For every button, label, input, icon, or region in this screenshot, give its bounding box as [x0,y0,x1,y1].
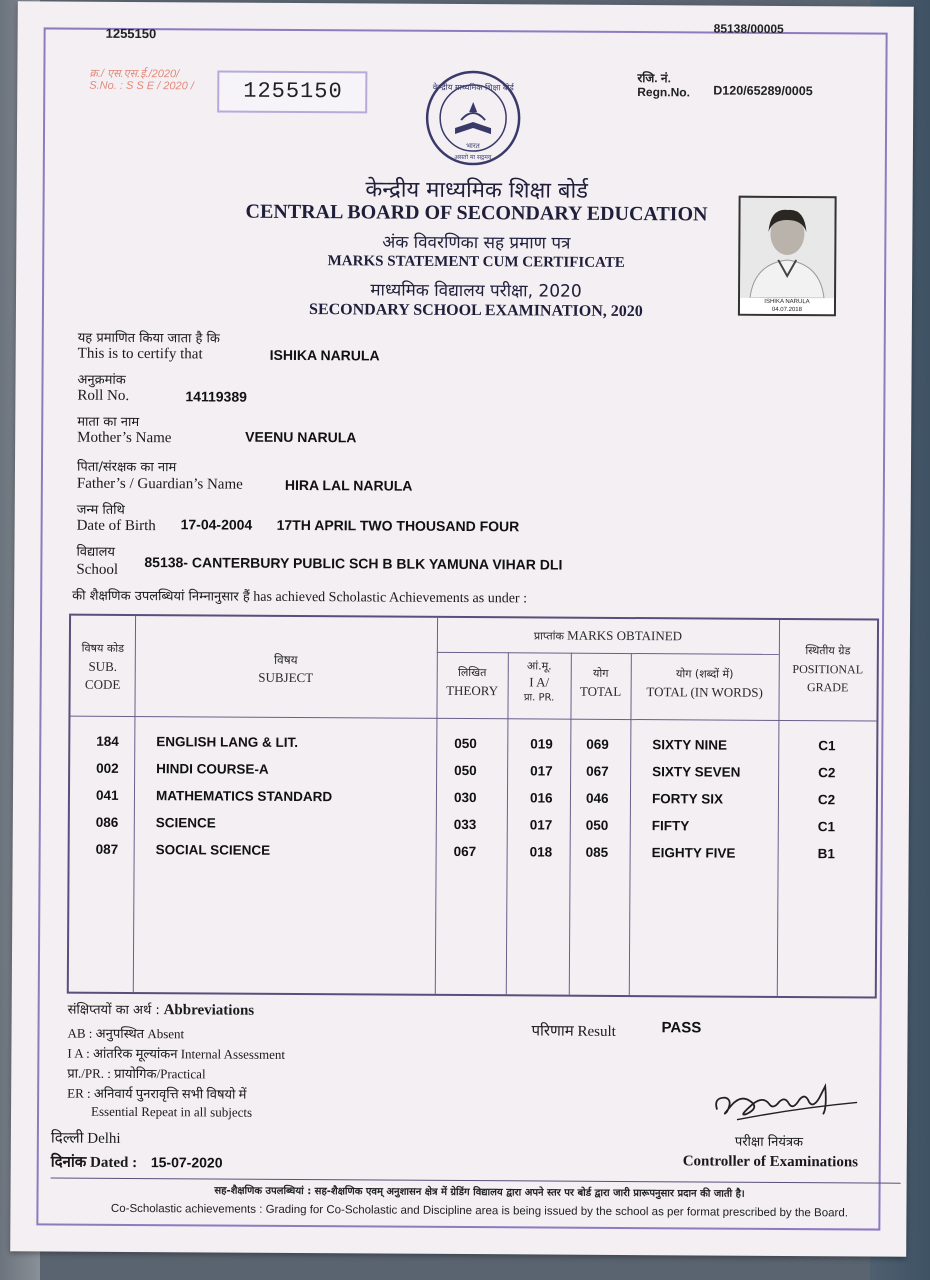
header-subject [135,650,437,688]
student-photo-image [740,198,835,299]
result-value: PASS [661,1019,702,1037]
header-total-hindi: योग [592,666,609,680]
table-row [70,815,876,840]
photo-caption-date: 04.07.2018 [771,306,802,314]
co-scholastic-note [58,1182,900,1223]
result-label: परिणाम Result [531,1023,616,1040]
student-photo [738,196,837,317]
cell-grade: C1 [817,819,836,835]
cell-theory: 067 [453,843,477,860]
cell-grade: B1 [817,846,835,862]
abbreviations-hindi: संक्षिप्तयों का अर्थ : [67,1002,160,1019]
cell-words: SIXTY SEVEN [652,764,741,780]
exam-title-hindi: माध्यमिक विद्यालय परीक्षा, 2020 [370,280,582,302]
header-grade-hindi: स्थितीय ग्रेड [805,644,851,658]
school-label-hindi: विद्यालय [76,544,116,560]
cbse-logo-icon [421,68,526,169]
cell-ia: 017 [530,763,553,779]
cell-code: 087 [95,841,119,857]
top-code-left: 1255150 [105,25,157,42]
controller-hindi: परीक्षा नियंत्रक [734,1134,804,1151]
table-row [70,761,876,786]
cell-grade: C2 [817,792,836,808]
header-theory-english: THEORY [446,682,499,699]
dated-line [51,1151,223,1172]
header-marks [437,626,779,647]
header-grade [779,642,877,697]
cell-code: 002 [96,760,119,776]
cell-subject: MATHEMATICS STANDARD [155,788,333,805]
roll-label-english: Roll No. [77,387,130,404]
serial-number: 1255150 [243,78,343,105]
cell-total: 046 [585,790,609,806]
top-code-right: 85138/00005 [713,21,784,36]
cell-theory: 050 [454,735,477,752]
row-divider [437,652,779,655]
exam-title-english: SECONDARY SCHOOL EXAMINATION, 2020 [309,301,643,321]
regn-number: D120/65289/0005 [713,83,813,99]
header-marks-english: MARKS OBTAINED [567,627,683,644]
dob-words: 17TH APRIL TWO THOUSAND FOUR [276,516,520,535]
header-code-en2: CODE [84,676,121,692]
cell-ia: 019 [530,736,553,752]
cell-subject: SOCIAL SCIENCE [155,842,271,858]
achievements-english: has achieved Scholastic Achievements as under : [253,589,528,607]
cell-words: FORTY SIX [651,791,724,807]
achievements-hindi: की शैक्षणिक उपलब्धियां निम्नानुसार हैं [72,588,250,605]
achievements-line [72,586,527,608]
cell-theory: 033 [453,816,477,833]
regn-label-english: Regn.No. [637,85,690,100]
mother-label-english: Mother’s Name [77,429,172,447]
certificate-title-hindi: अंक विवरणिका सह प्रमाण पत्र [382,232,571,254]
roll-label-hindi: अनुक्रमांक [77,372,126,388]
photo-caption [740,298,834,315]
school-label-english: School [76,561,119,578]
note-english: Co-Scholastic achievements : Grading for Co-Scholastic and Discipline area is being issued by the school as per format prescribed by the Board. [110,1202,848,1220]
logo-text-bharat: भारत [466,142,480,151]
dob-label-english: Date of Birth [76,517,156,535]
header-code-hindi: विषय कोड [81,641,125,655]
student-name: ISHIKA NARULA [269,346,380,364]
place: दिल्ली Delhi [50,1130,121,1147]
logo-text-top: केन्द्रीय माध्यमिक शिक्षा बोर्ड [432,82,514,93]
cell-code: 041 [95,787,119,803]
mother-name: VEENU NARULA [245,428,357,446]
header-marks-hindi: प्राप्तांक [533,629,564,643]
dated-label: दिनांक Dated : [50,1154,138,1172]
father-label-hindi: पिता/संरक्षक का नाम [76,459,177,476]
cell-code: 086 [95,814,119,830]
note-hindi: सह-शैक्षणिक उपलब्धियां : सह-शैक्षणिक एवम् अनुशासन क्षेत्र में ग्रेडिंग विद्यालय द्वारा अपने स्तर पर बोर्ड द्वारा जारी प्रारूपनुसार प्रदान की जाती है। [214,1185,745,1200]
header-divider [70,716,876,722]
cell-code: 184 [96,733,119,749]
cell-subject: SCIENCE [155,815,216,831]
header-subject-english: SUBJECT [258,669,314,686]
board-title-hindi: केन्द्रीय माध्यमिक शिक्षा बोर्ड [365,177,589,204]
abbreviations-title [68,1000,255,1020]
table-row [70,788,876,813]
marks-table [67,614,879,999]
cell-words: FIFTY [651,818,690,834]
cell-words: SIXTY NINE [652,737,728,753]
header-ia-en2: प्रा. PR. [523,692,555,704]
header-total-english: TOTAL [579,683,622,699]
abbr-er: ER : अनिवार्य पुनरावृत्ति सभी विषयो में [67,1085,247,1102]
logo-text-bottom: असतो मा सद्गमय [454,153,492,162]
header-words [631,665,779,702]
certificate-title-english: MARKS STATEMENT CUM CERTIFICATE [327,253,625,271]
regn-label-hindi: रजि. नं. [637,71,672,86]
header-code-en1: SUB. [88,658,118,674]
school-name: 85138- CANTERBURY PUBLIC SCH B BLK YAMUNA VIHAR DLI [144,554,563,573]
cell-subject: HINDI COURSE-A [156,761,269,777]
cell-total: 069 [586,736,609,752]
cell-total: 085 [585,844,609,860]
header-ia-hindi: आं.मू. [526,659,552,673]
roll-number: 14119389 [185,388,247,405]
cell-theory: 030 [453,789,477,806]
cell-subject: ENGLISH LANG & LIT. [156,734,299,751]
cell-ia: 017 [529,817,553,833]
abbreviations-english: Abbreviations [163,1002,255,1019]
mother-label-hindi: माता का नाम [77,414,140,431]
certificate-paper [10,1,914,1256]
certify-label-hindi: यह प्रमाणित किया जाता है कि [77,330,220,347]
serial-prefix-english: S.No. : S S E / 2020 / [89,79,194,93]
header-total [571,665,631,701]
dob-label-hindi: जन्म तिथि [76,502,125,518]
table-row [70,734,876,759]
photo-caption-name: ISHIKA NARULA [764,298,810,306]
abbr-pr: प्रा./PR. : प्रायोगिक/Practical [67,1065,206,1082]
cell-grade: C1 [818,738,836,754]
header-words-hindi: योग (शब्दों में) [675,667,734,681]
cell-total: 050 [585,817,609,833]
header-grade-en1: POSITIONAL [792,662,864,677]
cell-ia: 018 [529,844,553,860]
cell-grade: C2 [818,765,836,781]
cell-theory: 050 [454,762,477,779]
certify-label-english: This is to certify that [77,345,203,363]
abbr-ab: AB : अनुपस्थित Absent [67,1025,185,1042]
header-ia [508,658,571,706]
table-row [70,842,876,867]
father-label-english: Father’s / Guardian’s Name [76,475,243,493]
header-code [71,640,135,694]
abbr-er-english: Essential Repeat in all subjects [91,1103,253,1120]
cell-ia: 016 [529,790,553,806]
cell-words: EIGHTY FIVE [651,845,736,861]
board-title-english: CENTRAL BOARD OF SECONDARY EDUCATION [245,200,708,226]
header-subject-hindi: विषय [273,652,298,667]
header-ia-en1: I A/ [529,674,550,690]
header-grade-en2: GRADE [806,680,849,695]
header-theory-hindi: लिखित [457,665,487,680]
cell-total: 067 [586,763,609,779]
father-name: HIRA LAL NARULA [284,476,413,494]
serial-prefix-hindi: क्र./ एस.एस.ई./2020/ [89,67,180,81]
abbr-ia: I A : आंतरिक मूल्यांकन Internal Assessment [67,1045,286,1062]
dated-value: 15-07-2020 [150,1154,223,1171]
header-theory [437,664,508,700]
controller-english: Controller of Examinations [682,1153,859,1171]
header-words-english: TOTAL (IN WORDS) [646,684,763,700]
controller-signature-icon [707,1068,867,1129]
dob-value: 17-04-2004 [180,516,253,533]
